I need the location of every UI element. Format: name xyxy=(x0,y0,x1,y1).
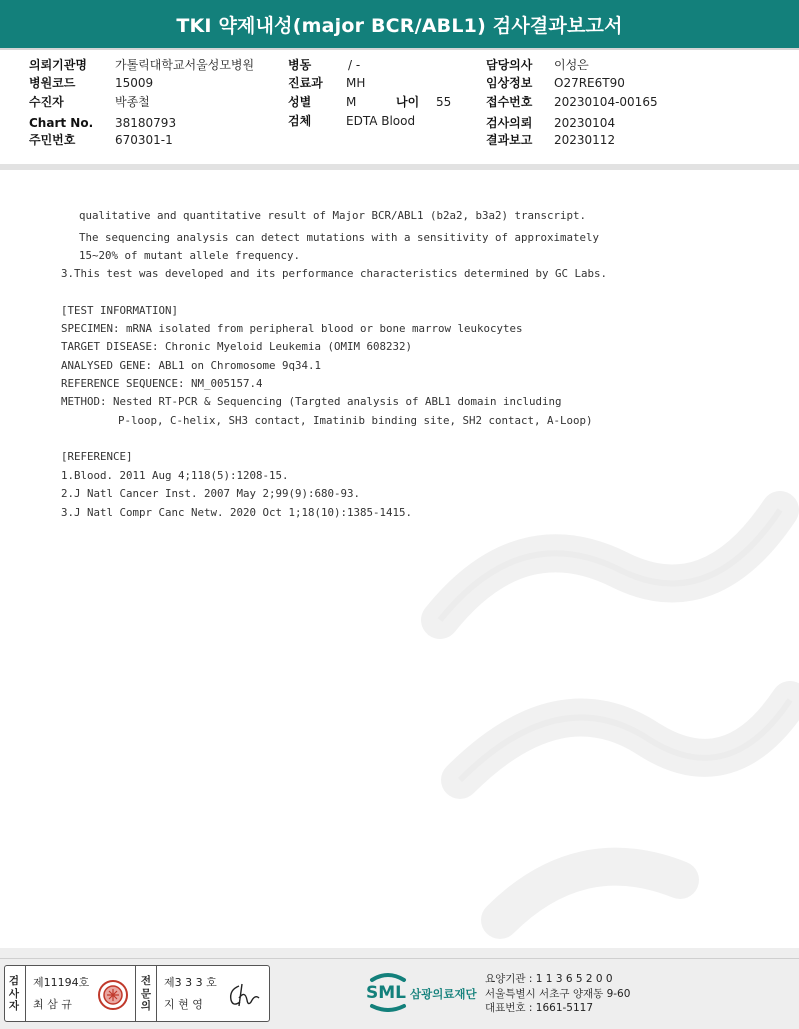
specialist-license: 제3 3 3 호 xyxy=(164,976,217,989)
examiner-label: 검사자 xyxy=(8,975,20,1012)
examiner-seal-icon xyxy=(97,979,129,1011)
report-line: REFERENCE SEQUENCE: NM_005157.4 xyxy=(61,377,263,390)
report-line: ANALYSED GENE: ABL1 on Chromosome 9q34.1 xyxy=(61,359,322,372)
info-row-chart-no xyxy=(29,114,177,132)
info-row-hospital-code xyxy=(29,74,154,92)
report-date-value: 20230112 xyxy=(554,133,616,147)
receipt-no-value: 20230104-00165 xyxy=(554,95,658,109)
hospital-code-value: 15009 xyxy=(115,76,154,90)
sex-label: 성별 xyxy=(288,95,312,109)
specialist-label: 전문의 xyxy=(140,975,152,1012)
signature-divider xyxy=(135,966,136,1021)
report-line: The sequencing analysis can detect mutations with a sensitivity of approximately xyxy=(79,231,600,244)
info-row-receipt-no xyxy=(486,93,658,111)
chart-no-value: 38180793 xyxy=(115,116,177,130)
report-date-label: 결과보고 xyxy=(486,133,533,147)
reference-item: 1.Blood. 2011 Aug 4;118(5):1208-15. xyxy=(61,469,289,482)
receipt-no-label: 접수번호 xyxy=(486,95,533,109)
section-divider xyxy=(0,164,799,170)
org-phone: 대표번호 : 1661-5117 xyxy=(485,1002,594,1014)
info-row-sex-age xyxy=(288,93,488,111)
doctor-value: 이성은 xyxy=(554,58,589,72)
report-line: TARGET DISEASE: Chronic Myeloid Leukemia (OMIM 608232) xyxy=(61,340,413,353)
report-line: METHOD: Nested RT-PCR & Sequencing (Targted analysis of ABL1 domain including xyxy=(61,395,562,408)
doctor-label: 담당의사 xyxy=(486,58,533,72)
reference-item: 3.J Natl Compr Canc Netw. 2020 Oct 1;18(10):1385-1415. xyxy=(61,506,413,519)
institution-value: 가톨릭대학교서울성모병원 xyxy=(115,58,255,72)
info-row-department xyxy=(288,74,366,92)
resident-no-label: 주민번호 xyxy=(29,133,76,147)
org-name: 삼광의료재단 xyxy=(410,987,477,1001)
report-line: qualitative and quantitative result of Major BCR/ABL1 (b2a2, b3a2) transcript. xyxy=(79,209,587,222)
hospital-code-label: 병원코드 xyxy=(29,76,76,90)
watermark-logo xyxy=(380,450,799,950)
reference-heading: [REFERENCE] xyxy=(61,450,133,463)
patient-value: 박종철 xyxy=(115,95,150,109)
signature-divider xyxy=(25,966,26,1021)
ward-value: / - xyxy=(348,58,361,72)
request-date-value: 20230104 xyxy=(554,116,616,130)
specimen-value: EDTA Blood xyxy=(346,114,416,128)
org-address-block xyxy=(485,972,630,1016)
patient-label: 수진자 xyxy=(29,95,64,109)
org-address: 서울특별시 서초구 양재동 9-60 xyxy=(485,987,631,1000)
resident-no-value: 670301-1 xyxy=(115,133,173,147)
report-title: TKI 약제내성(major BCR/ABL1) 검사결과보고서 xyxy=(176,14,623,37)
report-line: 15~20% of mutant allele frequency. xyxy=(79,249,301,262)
clinical-info-value: O27RE6T90 xyxy=(554,76,625,90)
info-row-institution xyxy=(29,56,255,74)
specialist-signature-icon xyxy=(225,980,263,1010)
report-line: 3.This test was developed and its performance characteristics determined by GC Labs. xyxy=(61,267,608,280)
patient-info-section xyxy=(0,52,799,164)
signature-divider xyxy=(156,966,157,1021)
reference-item: 2.J Natl Cancer Inst. 2007 May 2;99(9):680-93. xyxy=(61,487,361,500)
report-line: P-loop, C-helix, SH3 contact, Imatinib binding site, SH2 contact, A-Loop) xyxy=(118,414,593,427)
department-label: 진료과 xyxy=(288,76,323,90)
department-value: MH xyxy=(346,76,366,90)
info-row-doctor xyxy=(486,56,589,74)
report-line: SPECIMEN: mRNA isolated from peripheral blood or bone marrow leukocytes xyxy=(61,322,523,335)
info-row-ward xyxy=(288,56,361,74)
age-value: 55 xyxy=(436,95,452,109)
info-row-specimen xyxy=(288,112,416,130)
info-row-patient xyxy=(29,93,150,111)
specimen-label: 검체 xyxy=(288,114,312,128)
footer-divider xyxy=(0,958,799,959)
age-label: 나이 xyxy=(396,95,420,109)
request-date-label: 검사의뢰 xyxy=(486,116,533,130)
specialist-name: 지 현 영 xyxy=(164,998,203,1011)
report-title-bar xyxy=(0,0,799,50)
clinical-info-label: 임상정보 xyxy=(486,76,533,90)
info-row-request-date xyxy=(486,114,616,132)
info-row-report-date xyxy=(486,131,616,149)
test-info-heading: [TEST INFORMATION] xyxy=(61,304,179,317)
examiner-license: 제11194호 xyxy=(33,976,90,989)
info-row-clinical-info xyxy=(486,74,625,92)
signature-box xyxy=(4,965,270,1022)
sex-value: M xyxy=(346,95,357,109)
sml-logo xyxy=(366,972,486,1012)
sml-logo-text: SML xyxy=(366,983,406,1003)
org-institution-number: 요양기관 : 1 1 3 6 5 2 0 0 xyxy=(485,973,613,985)
info-row-resident-no xyxy=(29,131,173,149)
institution-label: 의뢰기관명 xyxy=(29,58,87,72)
chart-no-label: Chart No. xyxy=(29,116,94,130)
examiner-name: 최 삼 규 xyxy=(33,998,72,1011)
ward-label: 병동 xyxy=(288,58,312,72)
